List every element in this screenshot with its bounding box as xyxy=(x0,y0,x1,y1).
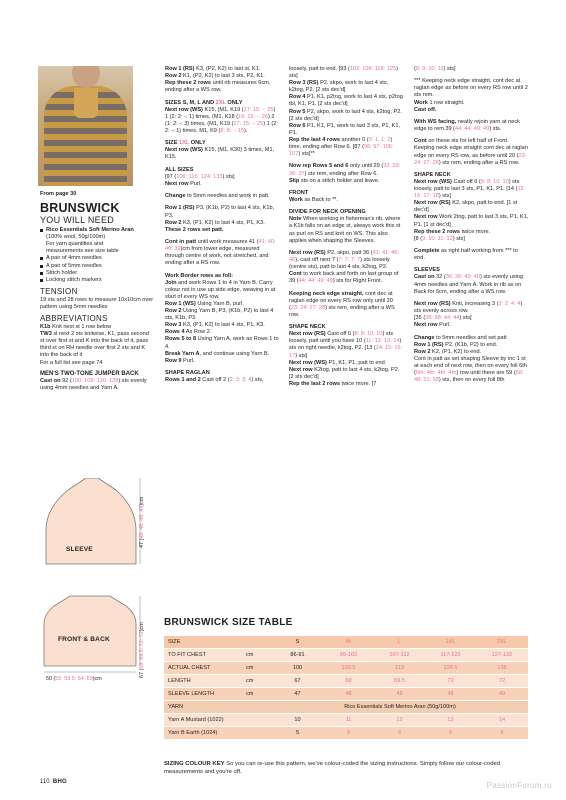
table-row xyxy=(164,662,528,675)
table-cell: 96-102 xyxy=(323,649,374,662)
front-heading: FRONT xyxy=(289,189,309,196)
table-cell: 13 xyxy=(425,714,476,727)
all-sizes-heading: ALL SIZES xyxy=(165,166,194,173)
sleeve-label: SLEEVE xyxy=(66,546,93,553)
table-cell: 49 xyxy=(425,688,476,701)
schematic-diagrams xyxy=(40,478,145,758)
yarn-note-2: measurements see size table xyxy=(46,248,119,255)
table-header-row xyxy=(164,636,528,649)
table-cell: SLEEVE LENGTH xyxy=(164,688,242,701)
table-cell: 47 xyxy=(272,688,323,701)
column-3 xyxy=(289,66,404,388)
table-cell: 138 xyxy=(476,662,528,675)
need-item: Stitch holder xyxy=(40,270,154,277)
table-cell: 11 xyxy=(323,714,374,727)
from-page: From page 30 xyxy=(40,191,77,197)
table-cell: LENGTH xyxy=(164,675,242,688)
table-cell: 119 xyxy=(374,662,425,675)
column-2 xyxy=(165,66,280,384)
table-cell: 69.5 xyxy=(374,675,425,688)
table-cell: 14 xyxy=(476,714,528,727)
table-cell: 72 xyxy=(425,675,476,688)
length-label: 67 (69: 69.5: 72: 72)cm xyxy=(139,622,145,678)
yarn-line: Rico Essentials Soft Merino Aran xyxy=(40,227,154,234)
raglan-continued: loosely, patt to end. [93 (102: 109: 118: 125) sts] Row 3 (RS) P2, skpo, work to last 4 sts, k2tog, P2. [2 sts dec'd] Row 4 P1, K1, p2tog, work to last 4 sts, p2tog tbl, K1, P1. [2 sts dec'd] Row 5 P2, skpo, work to last 4 sts, k2tog, P2. [2 sts dec'd] Row 6 P1, K1, P1, work to last 3 sts, P1, K1, P1. Rep the last 4 rows another 0 (0: 1: 1: 2) time, ending after Row 6. [87 (96: 97: 106: 107) sts]** xyxy=(289,66,403,158)
table-cell: 128.5 xyxy=(425,662,476,675)
table-cell: 72 xyxy=(476,675,528,688)
front-instructions: Work as Back to **. xyxy=(289,196,339,203)
table-cell: 6 xyxy=(425,727,476,740)
work-border-instructions: Join and work Rows 1 to 4 in Yarn B. Carry colour not in use up side edge, weaving in at start of every WS row. Row 1 (WS) Using Yarn B, purl. Row 2 Using Yarn B, P3, (K1b, P2) to last 4 sts, K1b, P3. Row 3 K3, (P1, K2) to last 4 sts, P1, K3. Rows 4 As Row 2. Rows 5 to 8 Using Yarn A, work as Rows 1 to 4. Break Yarn A, and continue using Yarn B. Row 9 Purl. xyxy=(165,279,279,364)
sizing-colour-key: SIZING COLOUR KEY So you can re-use this pattern, we've colour-coded the sizing instructions. Simply follow our colour-coded measurements and you're off. xyxy=(164,761,501,775)
complete-right-half: Complete as right half working from *** to end. xyxy=(414,248,518,262)
sizes-sml-instructions: Next row (WS) K15, (M1, K19 (17: 15: -: 25) 1 (2: 2: -: 1) times, (M1, K18 (16: 16: -: 26) 2 (1: 2: -: 3) times, (M1, K19 (17: 15: -: 25) 1 (2: 2: -: 1) times, M1, K9 (8: 8: -: 15). xyxy=(165,106,278,134)
shape-neck-heading: SHAPE NECK xyxy=(289,324,326,331)
sizes-sml-heading: SIZES S, M, L AND 2XL ONLY xyxy=(165,99,243,106)
yarn-note-1: For yarn quantities and xyxy=(46,241,104,248)
page-footer: 110 BHG xyxy=(40,779,67,785)
pattern-title: BRUNSWICK xyxy=(40,201,120,216)
header-cell xyxy=(242,636,272,649)
table-cell: 107-112 xyxy=(374,649,425,662)
sleeves-increase: Next row (RS) Knit, increasing 3 (2: 2: 4: 4) sts evenly across row. [35 (38: 38: 44: 44) sts] Next row Purl. xyxy=(414,300,523,329)
yarn-row xyxy=(164,714,528,727)
sleeves-heading: SLEEVES xyxy=(414,267,440,274)
size-table xyxy=(164,636,528,740)
front-back-label: FRONT & BACK xyxy=(58,636,110,643)
table-cell: 6 xyxy=(476,727,528,740)
shape-raglan-instructions: Rows 1 and 2 Cast off 2 (2: 3: 3: 4) sts, xyxy=(165,377,264,384)
you-will-need-heading: YOU WILL NEED xyxy=(40,215,115,226)
yarn-header-row xyxy=(164,701,528,714)
shape-neck-instructions: Next row (RS) Cast off 6 (8: 8: 10: 10) sts loosely, patt until you have 10 (11: 12: 13: 14) sts on right needle, k2tog, P2. [13 (14: 15: 16: 17) sts] Next row (WS) P1, K1, P1, patt to end. Next row K2tog, patt to last 4 sts, k2tog, P2. [2 sts dec'd] Rep the last 2 rows twice more. [7 xyxy=(289,331,403,387)
shape-neck-left: Next row (WS) Cast off 6 (8: 8: 10: 10) sts loosely, patt to last 3 sts, P1, K1, P1. [14 (15: 16: 17: 18) sts] Next row (RS) K2, skpo, patt to end. [1 st dec'd] Next row Work 2tog, patt to last 3 sts, P1, K1, P1. [1 st dec'd] Rep these 2 rows twice more. [8 (9: 10: 11: 12) sts] xyxy=(414,178,529,242)
table-cell: 100 xyxy=(272,662,323,675)
shape-raglan-heading: SHAPE RAGLAN xyxy=(165,369,210,376)
watermark: PassionForum.ru xyxy=(486,781,552,790)
abbr-full-list: For a full list see page 74 xyxy=(40,359,103,366)
table-cell: cm xyxy=(242,688,272,701)
left-half-front: Cont on these sts for left half of Front. Keeping neck edge straight cont dec at raglan edge on every RS row, as before until 20 (23: 24: 27: 28) sts rem, ending after a RS row. xyxy=(414,138,528,166)
table-cell: 10 xyxy=(272,714,323,727)
table-cell: Yarn B Earth (1024) xyxy=(164,727,272,740)
sleeves-pattern: Change to 5mm needles and set patt Row 1 (RS) P2, (K1b, P2) to end. Row 2 K2, (P1, K2) to end. Cont in patt as set shaping Sleeve by inc 1 st at each end of next row, then on every foll 6th (6th: 4th: 4th: 4th) row until there are 59 (68: 48: 51: 58) sts, then on every foll 8th xyxy=(414,334,527,384)
table-cell: 86-91 xyxy=(272,649,323,662)
table-cell: 5 xyxy=(374,727,425,740)
width-label: 50 (55: 59.5: 64: 69)cm xyxy=(46,676,102,682)
jumper-heading: MEN'S TWO-TONE JUMPER BACK xyxy=(40,370,139,377)
table-cell: 127-132 xyxy=(476,649,528,662)
back-cast-on: Cast on 92 (100: 108: 120: 128) sts evenly using 4mm needles and Yarn A. xyxy=(40,377,147,391)
table-row xyxy=(164,649,528,662)
abbreviations-heading: ABBREVIATIONS xyxy=(40,314,108,324)
table-cell: 117-122 xyxy=(425,649,476,662)
abbr-tw3: TW3 sl next 2 sts knitwise, K1, pass second st over first st and K into the back of it, pass third st on RH needle over first 2 sts and K into the back of it xyxy=(40,331,149,359)
header-cell: SIZE xyxy=(164,636,242,649)
size-1xl-instructions: Next row (WS) K15, (M1, K30) 3 times, M1, K15. xyxy=(165,147,275,161)
tension-text: 19 sts and 28 rows to measure 10x10cm over pattern using 5mm needles xyxy=(40,296,154,310)
table-cell: 48 xyxy=(323,688,374,701)
header-cell: M xyxy=(323,636,374,649)
front-back-shape xyxy=(44,596,136,666)
work-border-heading: Work Border rows as foll: xyxy=(165,272,233,279)
abbr-k1b: K1b Knit next st 1 row below xyxy=(40,324,112,331)
table-cell: ACTUAL CHEST xyxy=(164,662,242,675)
need-item: Locking stitch markers xyxy=(40,277,154,284)
table-cell: TO FIT CHEST xyxy=(164,649,242,662)
jumper-collar-shape xyxy=(74,88,98,118)
pattern-rows: Row 1 (RS) P3, (K1b, P2) to last 4 sts, K1b, P3. Row 2 K3, (P1, K2) to last 4 sts, P1, K3. These 2 rows set patt. xyxy=(165,205,275,233)
jumper-photo xyxy=(38,66,133,186)
table-cell: 109.5 xyxy=(323,662,374,675)
table-cell: Rico Essentials Soft Merino Aran (50g/100m) xyxy=(272,701,528,714)
table-row xyxy=(164,688,528,701)
keep-neck-straight: *** Keeping neck edge straight, cont dec at raglan edge as before on every RS row until 2 sts rem. Work 1 row straight. Cast off. xyxy=(414,78,528,113)
shape-neck-heading-2: SHAPE NECK xyxy=(414,171,451,178)
table-cell: 5 xyxy=(323,727,374,740)
table-cell: cm xyxy=(242,662,272,675)
need-item: A pair of 4mm needles xyxy=(40,255,154,262)
divide-neck-heading: DIVIDE FOR NECK OPENING xyxy=(289,209,366,216)
table-cell: 5 xyxy=(272,727,323,740)
tension-heading: TENSION xyxy=(40,286,78,296)
header-cell: 1XL xyxy=(425,636,476,649)
table-cell: 49 xyxy=(476,688,528,701)
neck-continued: (8: 9: 10: 11) sts] xyxy=(414,66,456,72)
schematic-svg xyxy=(40,478,145,758)
table-cell: YARN xyxy=(164,701,272,714)
table-cell: 69 xyxy=(323,675,374,688)
table-row xyxy=(164,675,528,688)
header-cell: S xyxy=(272,636,323,649)
ws-facing: With WS facing, neatly rejoin yarn at neck edge to rem 39 (44: 44: 49: 49) sts. xyxy=(414,118,520,133)
rib-rows: Row 1 (RS) K3, (P2, K2) to last st, K1. Row 2 K1, (P2, K2) to last 3 sts, P2, K1. Rep these 2 rows until rib measures 6cm, ending after a WS row. xyxy=(165,66,271,94)
all-sizes-instructions: [97 (106: 115: 124: 133) sts] Next row Purl. xyxy=(165,173,235,187)
size-1xl-heading: SIZE 1XL ONLY xyxy=(165,140,206,147)
table-cell: cm xyxy=(242,675,272,688)
divide-next-row: Next row (RS) P2, skpo, patt 36 (41: 41: 46: 46), cast off next 7 (7: 7: 7: 7) sts loosely (centre sts), patt to last 4 sts, k2tog, P2. Cont to work back and forth on last group of 39 (44: 44: 49: 49) sts for Right Front. xyxy=(289,249,400,285)
column-4 xyxy=(414,66,529,384)
cont-in-patt: Cont in patt until work measures 41 (41: 40: 40: 39)cm from lower edge, measured through centre of work, not stretched, and ending after a RS row. xyxy=(165,239,276,267)
table-cell: 67 xyxy=(272,675,323,688)
table-cell: Yarn A Mustard (1022) xyxy=(164,714,272,727)
yarn-row xyxy=(164,727,528,740)
model-head-shape xyxy=(72,66,100,88)
now-rep: Now rep Rows 5 and 6 only until 29 (32: 33: 36: 37) sts rem, ending after Row 6. Slip sts on a stitch holder and leave. xyxy=(289,163,401,184)
table-cell: 12 xyxy=(374,714,425,727)
header-cell: L xyxy=(374,636,425,649)
table-cell: cm xyxy=(242,649,272,662)
left-column xyxy=(40,191,154,392)
need-item: A pair of 5mm needles xyxy=(40,263,154,270)
change-needles: Change to 5mm needles and work in patt. xyxy=(165,193,270,200)
header-cell: 2XL xyxy=(476,636,528,649)
sleeve-length-label: 47 (48: 48: 49: 49)cm xyxy=(139,496,145,548)
table-cell: 48 xyxy=(374,688,425,701)
yarn-composition: (100% wool, 50g/100m) xyxy=(46,234,106,241)
keep-neck-edge: Keeping neck edge straight, cont dec at raglan edge on every RS row only until 20 (23: 24: 27: 28) sts rem, ending after a WS row. xyxy=(289,290,395,318)
size-table-title: BRUNSWICK SIZE TABLE xyxy=(164,617,293,628)
divide-note: Note When working in fisherman's rib, where a K1b falls on an edge st, always work this st as purl on RS and knit on WS. This also applies when shaping the Sleeves. xyxy=(289,216,401,244)
sleeves-cast-on: Cast on 32 (36: 36: 40: 40) sts evenly using 4mm needles and Yarn A. Work in rib as on Back for 6cm, ending after a WS row. xyxy=(414,274,524,295)
